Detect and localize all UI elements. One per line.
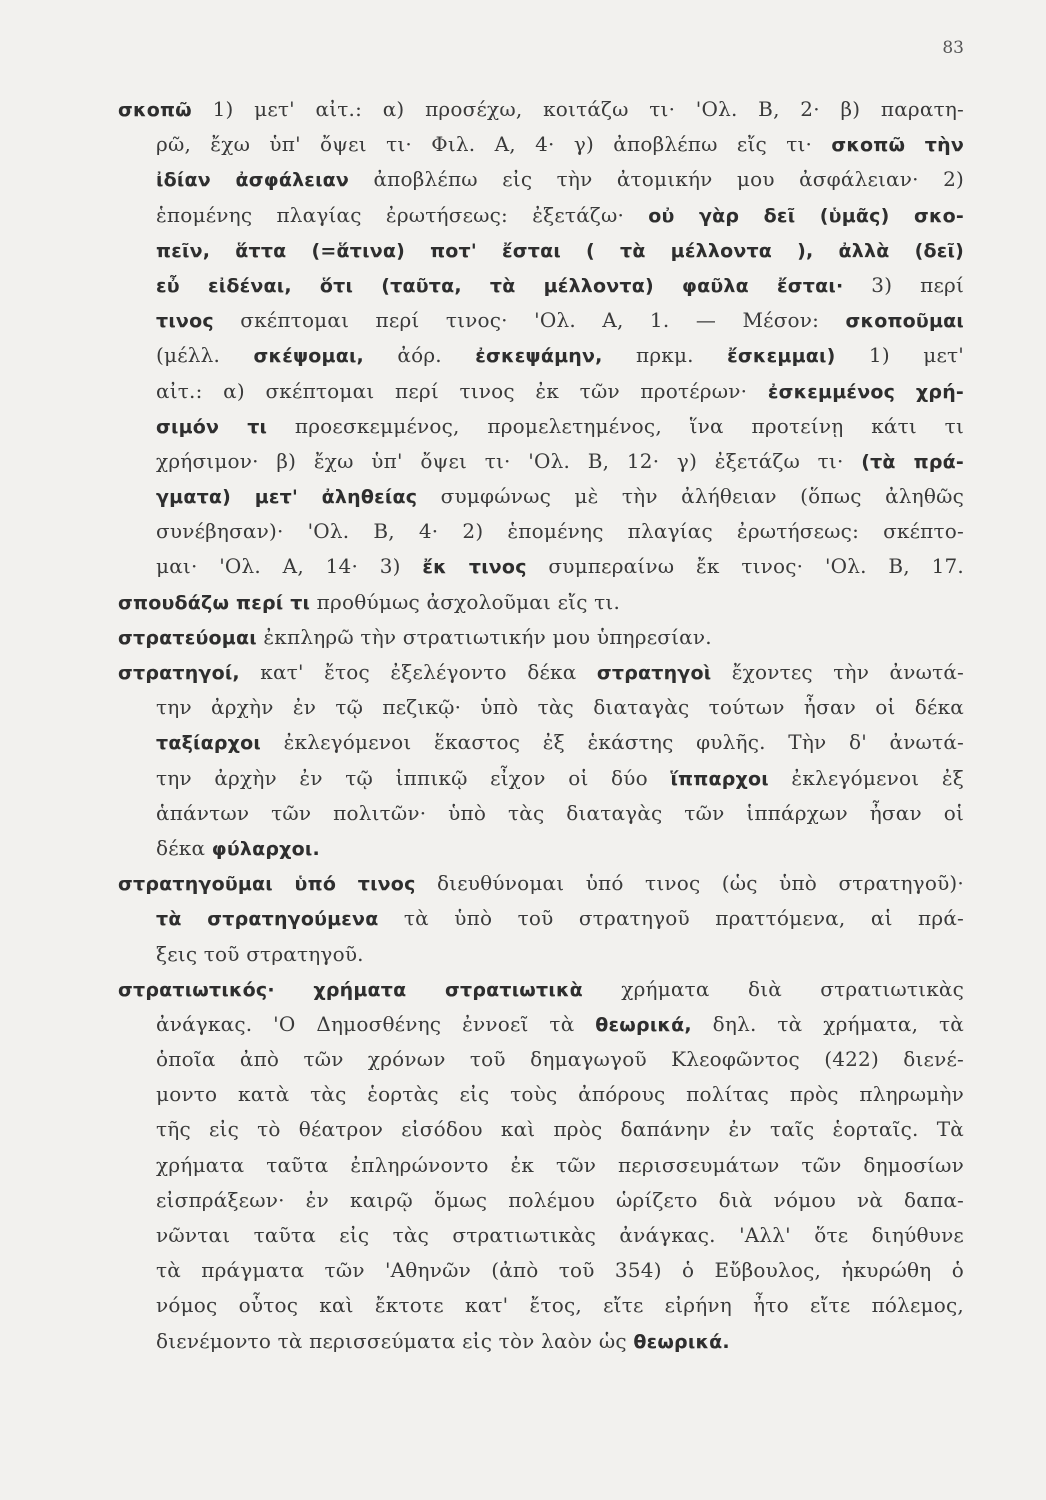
text-line [118,233,964,268]
headword: ἐσκεμμένος χρή- [767,380,965,403]
definition-text: διενέμοντο τὰ περισσεύματα εἰς τὸν λαὸν ὡς [156,1328,634,1353]
headword: στρατηγοί, [118,662,240,684]
headword: (τὰ πρά- [861,450,964,473]
text-line [118,1324,964,1359]
text-line [118,1183,964,1218]
definition-text: μαι· 'Ολ. Α, 14· 3) [156,554,423,579]
headword: ἔσκεμμαι) [727,345,836,368]
text-line [118,901,964,936]
definition-text: ἀνάγκας. 'Ο Δημοσθένης ἐννοεῖ τὰ [156,1011,596,1036]
text-line [118,303,964,338]
headword: στρατηγοὶ [596,662,712,684]
text-line [118,620,964,655]
definition-text: τὰ ὑπὸ τοῦ στρατηγοῦ πραττόμενα, αἱ πρά- [378,906,964,931]
definition-text: προθύμως ἀσχολοῦμαι εἴς τι. [310,589,621,614]
definition-text: ρῶ, ἔχω ὑπ' ὄψει τι· Φιλ. Α, 4· γ) ἀποβλέπω εἴς τι· [156,132,832,157]
definition-text: 1) μετ' αἰτ.: α) προσέχω, κοιτάζω τι· 'Ολ. Β, 2· β) παρατη- [191,97,964,121]
definition-text: κατ' ἔτος ἐξελέγοντο δέκα [239,660,597,684]
definition-text: την ἀρχὴν ἐν τῷ ἱππικῷ εἶχον οἱ δύο [156,765,671,790]
text-line [118,1288,964,1323]
definition-text: ἔχοντες τὴν ἀνωτά- [711,660,965,684]
text-line [118,338,964,373]
text-line [118,655,964,690]
headword: γματα) μετ' ἀληθείας [156,486,418,509]
definition-text: τῆς εἰς τὸ θέατρον εἰσόδου καὶ πρὸς δαπάνην ἐν ταῖς ἑορταῖς. Τὰ [156,1117,964,1142]
definition-text: νόμος οὗτος καὶ ἔκτοτε κατ' ἔτος, εἴτε εἰρήνη ἦτο εἴτε πόλεμος, [156,1293,964,1318]
definition-text: χρήσιμον· β) ἔχω ὑπ' ὄψει τι· 'Ολ. Β, 12· γ) ἐξετάζω τι· [156,448,862,473]
definition-text: χρήματα ταῦτα ἐπληρώνοντο ἐκ τῶν περισσευμάτων τῶν δημοσίων [156,1152,964,1177]
text-line [118,1042,964,1077]
headword: θεωρικά. [633,1330,730,1353]
definition-text: αἰτ.: α) σκέπτομαι περί τινος ἐκ τῶν προτέρων· [156,378,768,403]
definition-text: ἀποβλέπω εἰς τὴν ἀτομικήν μου ἀσφάλειαν· 2) [349,167,964,192]
text-line [118,514,964,549]
headword: σκέψομαι, [253,345,364,368]
headword: τὰ στρατηγούμενα [156,908,379,931]
definition-text: ἐκλεγόμενοι ἕκαστος ἐξ ἑκάστης φυλῆς. Τὴν δ' ἀνωτά- [260,730,964,755]
definition-text: την ἀρχὴν ἐν τῷ πεζικῷ· ὑπὸ τὰς διαταγὰς τούτων ἦσαν οἱ δέκα [156,695,964,720]
text-line [118,162,964,197]
definition-text: συμφώνως μὲ τὴν ἀλήθειαν (ὅπως ἀληθῶς [417,484,964,509]
text-line [118,374,964,409]
headword: εὖ εἰδέναι, ὅτι (ταῦτα, τὰ μέλλοντα) φαῦλα ἔσται· [156,274,844,297]
headword: σκοποῦμαι [845,310,964,333]
definition-text: ξεις τοῦ στρατηγοῦ. [156,941,364,966]
text-line [118,585,964,620]
glossary-text [118,92,964,1359]
definition-text: τὰ πράγματα τῶν 'Αθηνῶν (ἀπὸ τοῦ 354) ὁ Εὔβουλος, ἠκυρώθη ὁ [156,1258,964,1283]
headword: θεωρικά, [595,1013,692,1036]
headword: ἐσκεψάμην, [475,345,603,368]
text-line [118,1007,964,1042]
definition-text: μοντο κατὰ τὰς ἑορτὰς εἰς τοὺς ἀπόρους πολίτας πρὸς πληρωμὴν [156,1082,964,1107]
definition-text: χρήματα διὰ στρατιωτικὰς [582,976,964,1001]
definition-text: συμπεραίνω ἔκ τινος· 'Ολ. Β, 17. [526,554,964,579]
headword: ἰδίαν ἀσφάλειαν [156,169,350,192]
text-line [118,92,964,127]
definition-text: ἐκλεγόμενοι ἐξ [768,765,964,790]
headword: ταξίαρχοι [156,732,261,755]
headword: σιμόν τι [156,415,268,438]
headword: σπουδάζω περί τι [118,591,311,614]
text-line [118,1077,964,1112]
headword: φύλαρχοι. [211,837,320,860]
text-line [118,937,964,972]
definition-text: ἀόρ. [363,343,476,368]
text-line [118,866,964,901]
text-line [118,690,964,725]
headword: στρατιωτικός· χρήματα στρατιωτικὰ [118,978,583,1001]
text-line [118,972,964,1007]
definition-text: (μέλλ. [156,343,254,368]
headword: στρατηγοῦμαι ὑπό τινος [118,873,416,896]
text-line [118,1253,964,1288]
headword: ἵππαρχοι [670,767,769,790]
definition-text: προεσκεμμένος, προμελετημένος, ἵνα προτείνῃ κάτι τι [267,413,964,438]
text-line [118,831,964,866]
text-line [118,1112,964,1147]
definition-text: ὁποῖα ἀπὸ τῶν χρόνων τοῦ δημαγωγοῦ Κλεοφῶντος (422) διενέ- [156,1047,964,1072]
text-line [118,761,964,796]
page-number: 83 [942,38,964,58]
text-line [118,198,964,233]
text-line [118,1148,964,1183]
text-line [118,268,964,303]
definition-text: 3) περί [843,272,965,297]
definition-text: ἑπομένης πλαγίας ἐρωτήσεως: ἐξετάζω· [156,202,649,227]
definition-text: σκέπτομαι περί τινος· 'Ολ. Α, 1. — Μέσον: [213,308,846,333]
text-line [118,479,964,514]
text-line [118,549,964,584]
headword: οὐ γὰρ δεῖ (ὑμᾶς) σκο- [648,204,964,227]
headword: ἔκ τινος [422,556,527,579]
text-line [118,1218,964,1253]
headword: στρατεύομαι [118,626,257,649]
definition-text: νῶνται ταῦτα εἰς τὰς στρατιωτικὰς ἀνάγκας. 'Αλλ' ὅτε διηύθυνε [156,1223,964,1247]
definition-text: δέκα [156,835,212,860]
text-line [118,444,964,479]
definition-text: 1) μετ' [835,343,965,368]
definition-text: ἐκπληρῶ τὴν στρατιωτικήν μου ὑπηρεσίαν. [256,624,712,649]
text-line [118,127,964,162]
headword: σκοπῶ [118,99,192,121]
definition-text: δηλ. τὰ χρήματα, τὰ [691,1011,964,1036]
definition-text: διευθύνομαι ὑπό τινος (ὡς ὑπὸ στρατηγοῦ)· [415,871,964,896]
text-line [118,409,964,444]
text-line [118,796,964,831]
definition-text: ἁπάντων τῶν πολιτῶν· ὑπὸ τὰς διαταγὰς τῶν ἱππάρχων ἦσαν οἱ [156,800,964,825]
definition-text: εἰσπράξεων· ἐν καιρῷ ὅμως πολέμου ὡρίζετο διὰ νόμου νὰ δαπα- [156,1187,964,1212]
headword: σκοπῶ τὴν [831,134,964,157]
definition-text: πρκμ. [602,343,728,368]
definition-text: συνέβησαν)· 'Ολ. Β, 4· 2) ἑπομένης πλαγίας ἐρωτήσεως: σκέπτο- [156,519,964,544]
text-line [118,725,964,760]
headword: τινος [156,310,214,333]
headword: πεῖν, ἅττα (=ἅτινα) ποτ' ἔσται ( τὰ μέλλοντα ), ἀλλὰ (δεῖ) [156,239,964,262]
